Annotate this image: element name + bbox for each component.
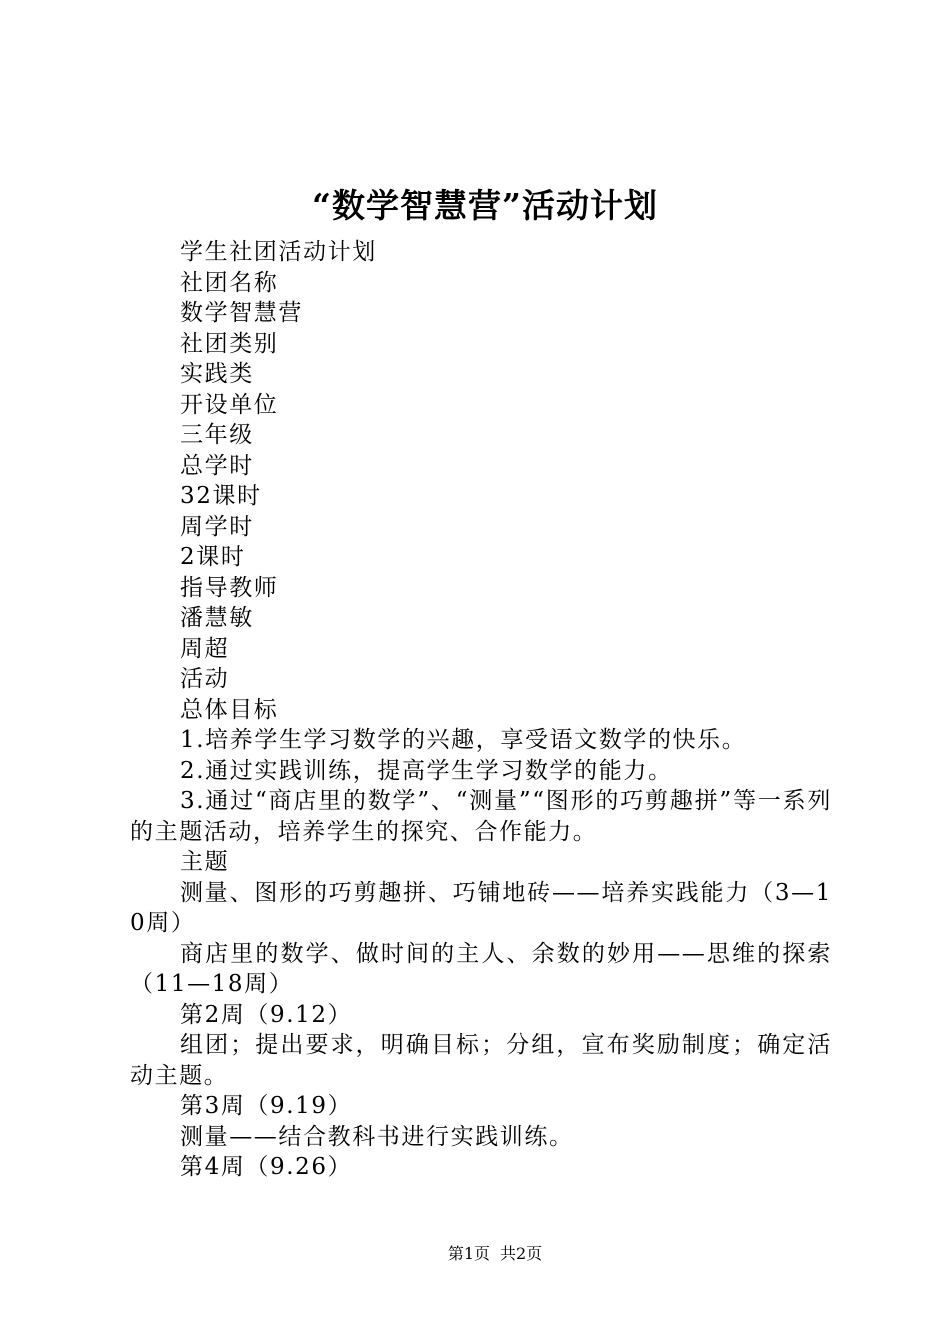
paragraph: 第2周（9.12） [180, 1001, 353, 1028]
paragraph: 第4周（9.26） [180, 1154, 353, 1180]
page-number: 第1页 [447, 1244, 490, 1263]
paragraph: 开设单位 [180, 391, 279, 418]
paragraph: 指导教师 [180, 574, 279, 601]
paragraph: 数学智慧营 [180, 300, 303, 326]
paragraph: 3.通过“商店里的数学”、“测量”“图形的巧剪趣拼”等一系列的主题活动，培养学生的探究、合作能力。 [130, 788, 832, 845]
paragraph: 总学时 [180, 452, 254, 479]
paragraph: 潘慧敏 [180, 605, 254, 631]
paragraph: 测量、图形的巧剪趣拼、巧铺地砖——培养实践能力（3—10周） [130, 879, 832, 936]
page-total: 共2页 [500, 1244, 543, 1263]
document-title: “数学智慧营”活动计划 [312, 186, 658, 225]
paragraph: 周超 [180, 635, 230, 662]
paragraph: 2课时 [180, 544, 246, 570]
paragraph: 三年级 [180, 422, 254, 448]
paragraph: 1.培养学生学习数学的兴趣，享受语文数学的快乐。 [180, 727, 747, 753]
paragraph: 32课时 [180, 483, 262, 509]
paragraph: 社团类别 [180, 330, 279, 357]
paragraph: 2.通过实践训练，提高学生学习数学的能力。 [180, 757, 673, 784]
page-footer [0, 1240, 950, 1268]
paragraph: 商店里的数学、做时间的主人、余数的妙用——思维的探索（11—18周） [130, 940, 832, 997]
paragraph: 组团；提出要求，明确目标；分组，宣布奖励制度；确定活动主题。 [130, 1032, 832, 1089]
paragraph: 总体目标 [180, 696, 279, 723]
paragraph: 主题 [180, 849, 230, 875]
paragraph: 测量——结合教科书进行实践训练。 [180, 1123, 574, 1150]
paragraph: 社团名称 [180, 269, 279, 296]
document-body [130, 237, 832, 1183]
paragraph: 实践类 [180, 361, 254, 387]
paragraph: 周学时 [180, 513, 254, 540]
paragraph: 第3周（9.19） [180, 1093, 353, 1119]
paragraph: 学生社团活动计划 [180, 239, 377, 265]
paragraph: 活动 [180, 666, 230, 692]
